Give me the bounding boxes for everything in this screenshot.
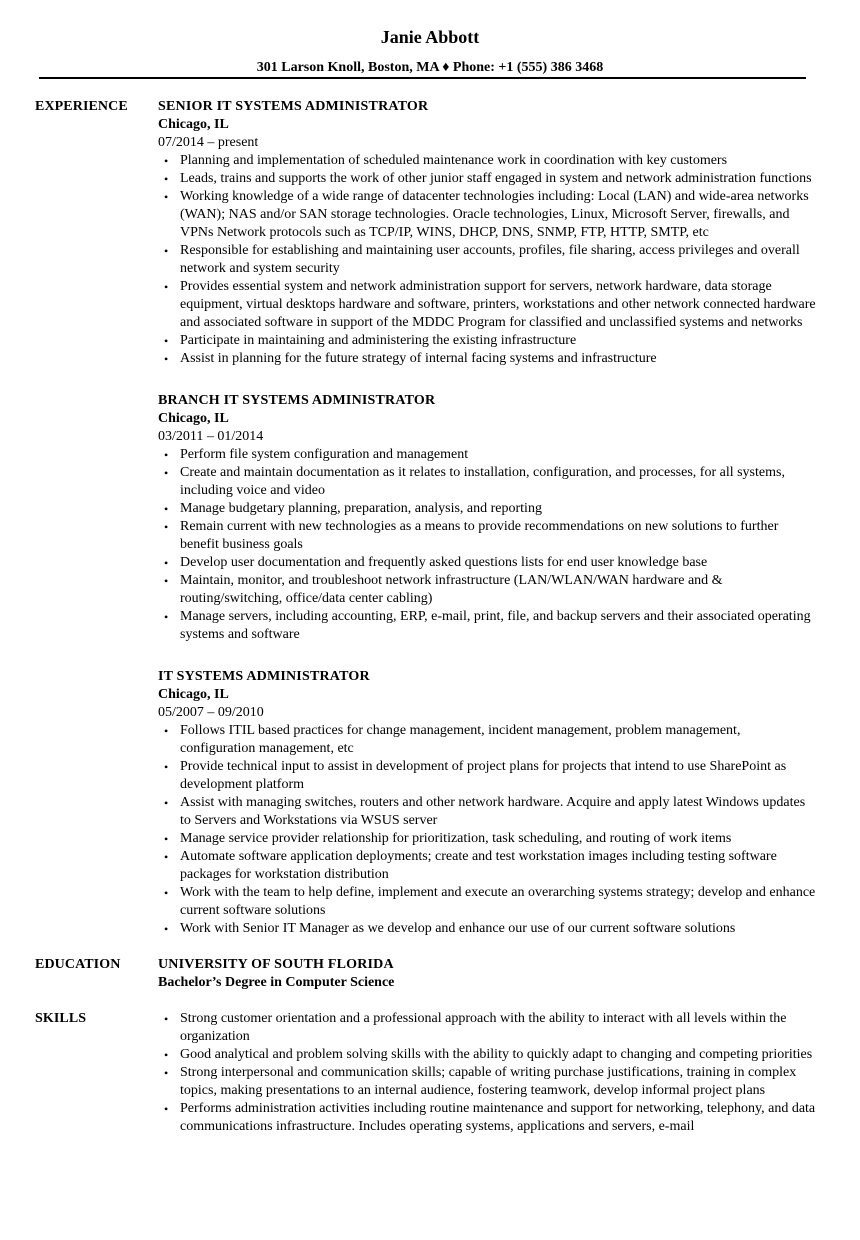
list-item-text: Work with Senior IT Manager as we develop and enhance our use of our current software solutions — [180, 921, 736, 936]
list-item — [158, 500, 818, 518]
list-item — [158, 1010, 818, 1046]
list-item-text: Follows ITIL based practices for change management, incident management, problem management, configuration management, etc — [180, 723, 741, 756]
list-item-text: Manage servers, including accounting, ERP, e-mail, print, file, and backup servers and their associated operating systems and software — [180, 609, 811, 642]
list-item-text: Create and maintain documentation as it relates to installation, configuration, and processes, for all systems, including voice and video — [180, 465, 785, 498]
list-item — [158, 464, 818, 500]
list-item — [158, 920, 818, 938]
list-item-text: Perform file system configuration and management — [180, 447, 469, 462]
list-item — [158, 554, 818, 572]
list-item — [158, 278, 818, 332]
bullet-icon: • — [164, 1102, 169, 1116]
job-dates: 03/2011 – 01/2014 — [158, 429, 264, 444]
candidate-name: Janie Abbott — [380, 27, 480, 47]
education-section — [0, 956, 860, 992]
experience-section — [0, 98, 860, 938]
list-item-text: Participate in maintaining and administering the existing infrastructure — [180, 333, 577, 348]
list-item — [158, 758, 818, 794]
bullet-icon: • — [164, 334, 169, 348]
list-item-text: Manage service provider relationship for prioritization, task scheduling, and routing of work items — [180, 831, 732, 846]
bullet-icon: • — [164, 832, 169, 846]
bullet-icon: • — [164, 352, 169, 366]
list-item — [158, 1064, 818, 1100]
education-body — [158, 956, 818, 992]
bullet-icon: • — [164, 850, 169, 864]
list-item-text: Maintain, monitor, and troubleshoot network infrastructure (LAN/WLAN/WAN hardware and & routing/switching, office/data center cabling) — [180, 573, 723, 606]
list-item — [158, 794, 818, 830]
list-item-text: Working knowledge of a wide range of datacenter technologies including: Local (LAN) and wide-area networks (WAN); NAS and/or SAN storage technologies. Oracle technologies, Linux, Microsoft Server, firewalls, and VPNs Network protocols such as TCP/IP, WINS, DHCP, DNS, SNMP, FTP, HTTP, SMTP, etc — [180, 189, 809, 240]
job-entry — [158, 98, 818, 368]
header-divider — [39, 77, 806, 79]
section-label-education: EDUCATION — [35, 957, 121, 972]
list-item-text: Responsible for establishing and maintaining user accounts, profiles, file sharing, access privileges and overall network and system security — [180, 243, 800, 276]
bullet-icon: • — [164, 574, 169, 588]
list-item-text: Provide technical input to assist in development of project plans for projects that intend to use SharePoint as development platform — [180, 759, 787, 792]
job-dates: 07/2014 – present — [158, 135, 259, 150]
bullet-icon: • — [164, 520, 169, 534]
list-item-text: Develop user documentation and frequently asked questions lists for end user knowledge base — [180, 555, 708, 570]
bullet-icon: • — [164, 610, 169, 624]
job-location: Chicago, IL — [158, 117, 229, 132]
job-dates: 05/2007 – 09/2010 — [158, 705, 264, 720]
section-label-skills: SKILLS — [35, 1011, 87, 1026]
job-bullets — [158, 152, 818, 368]
list-item-text: Leads, trains and supports the work of other junior staff engaged in system and network administration functions — [180, 171, 812, 186]
bullet-icon: • — [164, 502, 169, 516]
list-item — [158, 332, 818, 350]
job-bullets — [158, 446, 818, 644]
list-item-text: Assist with managing switches, routers and other network hardware. Acquire and apply latest Windows updates to Servers and Workstations via WSUS server — [180, 795, 806, 828]
list-item-text: Provides essential system and network administration support for servers, network hardware, data storage equipment, virtual desktops hardware and software, printers, workstations and other network connected hardware and associated software in support of the MDDC Program for classified and unclassified systems and networks — [180, 279, 816, 330]
list-item — [158, 188, 818, 242]
bullet-icon: • — [164, 1066, 169, 1080]
bullet-icon: • — [164, 1048, 169, 1062]
list-item — [158, 1046, 818, 1064]
list-item-text: Strong interpersonal and communication skills; capable of writing purchase justifications, training in complex topics, making presentations to an internal audience, fostering teamwork, develop informal project plans — [180, 1065, 797, 1098]
skills-section — [0, 1010, 860, 1136]
degree: Bachelor’s Degree in Computer Science — [158, 975, 395, 990]
section-label-experience: EXPERIENCE — [35, 99, 128, 114]
list-item — [158, 848, 818, 884]
list-item-text: Manage budgetary planning, preparation, analysis, and reporting — [180, 501, 542, 516]
experience-body — [158, 98, 818, 938]
resume-content — [0, 98, 860, 1136]
bullet-icon: • — [164, 922, 169, 936]
job-title: SENIOR IT SYSTEMS ADMINISTRATOR — [158, 99, 429, 114]
list-item-text: Performs administration activities including routine maintenance and support for networking, telephony, and data communications infrastructure. Includes operating systems, applications and servers, e-mail — [180, 1101, 816, 1134]
bullet-icon: • — [164, 154, 169, 168]
job-title: BRANCH IT SYSTEMS ADMINISTRATOR — [158, 393, 436, 408]
list-item-text: Strong customer orientation and a professional approach with the ability to interact with all levels within the organization — [180, 1011, 787, 1044]
job-location: Chicago, IL — [158, 687, 229, 702]
bullet-icon: • — [164, 448, 169, 462]
list-item-text: Work with the team to help define, implement and execute an overarching systems strategy; develop and enhance current software solutions — [180, 885, 816, 918]
list-item — [158, 884, 818, 920]
list-item — [158, 350, 818, 368]
contact-line: 301 Larson Knoll, Boston, MA ♦ Phone: +1 (555) 386 3468 — [256, 60, 604, 75]
skills-list — [158, 1010, 818, 1136]
list-item — [158, 152, 818, 170]
bullet-icon: • — [164, 886, 169, 900]
list-item — [158, 572, 818, 608]
bullet-icon: • — [164, 280, 169, 294]
skills-body — [158, 1010, 818, 1136]
list-item — [158, 446, 818, 464]
school-name: UNIVERSITY OF SOUTH FLORIDA — [158, 957, 394, 972]
list-item-text: Good analytical and problem solving skills with the ability to quickly adapt to changing and competing priorities — [180, 1047, 813, 1062]
bullet-icon: • — [164, 1012, 169, 1026]
bullet-icon: • — [164, 724, 169, 738]
list-item — [158, 518, 818, 554]
list-item — [158, 242, 818, 278]
bullet-icon: • — [164, 556, 169, 570]
job-location: Chicago, IL — [158, 411, 229, 426]
list-item-text: Assist in planning for the future strategy of internal facing systems and infrastructure — [180, 351, 657, 366]
job-entry — [158, 392, 818, 644]
bullet-icon: • — [164, 760, 169, 774]
job-bullets — [158, 722, 818, 938]
job-title: IT SYSTEMS ADMINISTRATOR — [158, 669, 370, 684]
list-item — [158, 830, 818, 848]
list-item-text: Remain current with new technologies as a means to provide recommendations on new solutions to further benefit business goals — [180, 519, 779, 552]
list-item — [158, 1100, 818, 1136]
list-item-text: Automate software application deployments; create and test workstation images including testing software packages for workstation distribution — [180, 849, 777, 882]
bullet-icon: • — [164, 244, 169, 258]
list-item — [158, 170, 818, 188]
list-item-text: Planning and implementation of scheduled maintenance work in coordination with key customers — [180, 153, 728, 168]
bullet-icon: • — [164, 796, 169, 810]
bullet-icon: • — [164, 466, 169, 480]
bullet-icon: • — [164, 190, 169, 204]
job-entry — [158, 668, 818, 938]
list-item — [158, 722, 818, 758]
list-item — [158, 608, 818, 644]
bullet-icon: • — [164, 172, 169, 186]
